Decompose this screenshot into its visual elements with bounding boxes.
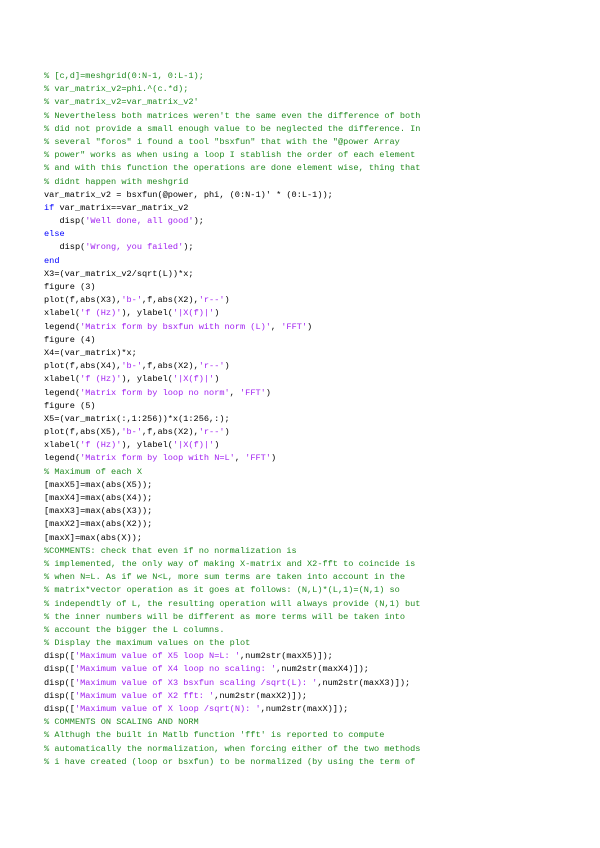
- code-token: X4=(var_matrix)*x;: [44, 347, 137, 358]
- code-token: ), ylabel(: [121, 374, 173, 385]
- comment-token: % var_matrix_v2=phi.^(c.*d);: [44, 84, 189, 95]
- code-line: [44, 466, 584, 479]
- code-token: xlabel(: [44, 374, 81, 385]
- comment-token: % i have created (loop or bsxfun) to be normalized (by using the term of: [44, 756, 416, 767]
- keyword-token: if: [44, 202, 55, 213]
- code-token: [maxX5]=max(abs(X5));: [44, 479, 153, 490]
- code-line: [44, 307, 584, 320]
- code-token: [maxX2]=max(abs(X2));: [44, 519, 153, 530]
- code-token: var_matrix==var_matrix_v2: [54, 202, 189, 213]
- code-line: [44, 598, 584, 611]
- comment-token: % and with this function the operations are done element wise, thing that: [44, 163, 421, 174]
- code-line: [44, 123, 584, 136]
- code-line: [44, 176, 584, 189]
- code-line: [44, 650, 584, 663]
- code-line: [44, 492, 584, 505]
- code-token: ,f,abs(X2),: [142, 295, 199, 306]
- string-token: '|X(f)|': [172, 440, 215, 451]
- string-token: 'b-': [121, 427, 142, 438]
- code-line: [44, 690, 584, 703]
- code-token: disp([: [44, 677, 75, 688]
- code-token: ): [224, 427, 230, 438]
- code-line: [44, 255, 584, 268]
- code-token: [maxX]=max(abs(X));: [44, 532, 142, 543]
- comment-token: % COMMENTS ON SCALING AND NORM: [44, 717, 199, 728]
- code-token: var_matrix_v2 = bsxfun(@power, phi, (0:N-1)' * (0:L-1));: [44, 189, 333, 200]
- code-token: figure (4): [44, 334, 96, 345]
- string-token: 'FFT': [281, 321, 308, 332]
- code-line: [44, 70, 584, 83]
- code-line: [44, 202, 584, 215]
- code-token: disp([: [44, 664, 75, 675]
- comment-token: % independtly of L, the resulting operation will always provide (N,1) but: [44, 598, 421, 609]
- code-line: [44, 611, 584, 624]
- code-token: X5=(var_matrix(:,1:256))*x(1:256,:);: [44, 413, 230, 424]
- string-token: 'Maximum value of X loop /sqrt(N): ': [74, 704, 261, 714]
- string-token: 'Maximum value of X4 loop no scaling: ': [74, 664, 277, 675]
- code-token: ): [270, 453, 277, 464]
- code-line: [44, 215, 584, 228]
- code-token: legend(: [44, 387, 81, 398]
- comment-token: % several "foros" i found a tool "bsxfun" that with the "@power Array: [44, 136, 400, 147]
- code-token: ), ylabel(: [121, 308, 173, 319]
- code-line: [44, 96, 584, 109]
- string-token: 'f (Hz)': [80, 374, 122, 385]
- code-line: [44, 703, 584, 716]
- comment-token: % automatically the normalization, when forcing either of the two methods: [44, 743, 421, 754]
- code-listing: [44, 70, 584, 769]
- string-token: 'Wrong, you failed': [85, 242, 184, 253]
- code-token: plot(f,abs(X3),: [44, 295, 122, 306]
- code-token: );: [183, 242, 194, 253]
- code-line: [44, 321, 584, 334]
- code-line: [44, 347, 584, 360]
- code-line: [44, 479, 584, 492]
- code-line: [44, 360, 584, 373]
- keyword-token: end: [44, 255, 60, 266]
- code-line: [44, 373, 584, 386]
- comment-token: % Althugh the built in Matlb function 'fft' is reported to compute: [44, 730, 385, 741]
- code-token: ): [224, 361, 230, 372]
- code-token: [maxX4]=max(abs(X4));: [44, 493, 153, 503]
- code-line: [44, 743, 584, 756]
- comment-token: % didnt happen with meshgrid: [44, 176, 189, 187]
- string-token: '|X(f)|': [172, 374, 215, 385]
- code-line: [44, 136, 584, 149]
- code-line: [44, 518, 584, 531]
- code-line: [44, 545, 584, 558]
- string-token: '|X(f)|': [172, 308, 215, 319]
- comment-token: % var_matrix_v2=var_matrix_v2': [44, 97, 199, 108]
- code-line: [44, 677, 584, 690]
- comment-token: % the inner numbers will be different as more terms will be taken into: [44, 611, 405, 622]
- code-line: [44, 413, 584, 426]
- code-line: [44, 756, 584, 769]
- code-token: ,num2str(maxX4)]);: [276, 664, 369, 675]
- code-token: disp(: [44, 242, 86, 253]
- code-token: ,: [229, 387, 240, 398]
- code-token: disp([: [44, 704, 75, 714]
- code-token: ), ylabel(: [121, 440, 173, 451]
- code-line: [44, 268, 584, 281]
- comment-token: % implemented, the only way of making X-matrix and X2-fft to coincide is: [44, 558, 416, 569]
- string-token: 'Maximum value of X3 bsxfun scaling /sqrt(L): ': [74, 677, 318, 688]
- code-token: xlabel(: [44, 308, 81, 319]
- string-token: 'Matrix form by loop with N=L': [80, 453, 235, 464]
- code-line: [44, 426, 584, 439]
- code-line: [44, 83, 584, 96]
- code-line: [44, 729, 584, 742]
- code-line: [44, 505, 584, 518]
- code-token: disp([: [44, 690, 75, 701]
- code-token: xlabel(: [44, 440, 81, 451]
- code-line: [44, 241, 584, 254]
- code-token: ): [224, 295, 230, 306]
- string-token: 'f (Hz)': [80, 308, 122, 319]
- code-line: [44, 162, 584, 175]
- comment-token: % power" works as when using a loop I stablish the order of each element: [44, 150, 416, 161]
- comment-token: % Maximum of each X: [44, 466, 142, 477]
- code-line: [44, 532, 584, 545]
- code-token: ,f,abs(X2),: [142, 427, 199, 438]
- code-token: disp([: [44, 651, 75, 662]
- code-token: ,f,abs(X2),: [142, 361, 199, 372]
- string-token: 'r--': [198, 361, 225, 372]
- code-line: [44, 228, 584, 241]
- keyword-token: else: [44, 229, 65, 240]
- code-token: ,: [270, 321, 282, 332]
- string-token: 'FFT': [245, 453, 271, 464]
- code-line: [44, 637, 584, 650]
- code-line: [44, 149, 584, 162]
- string-token: 'FFT': [240, 387, 266, 398]
- comment-token: % [c,d]=meshgrid(0:N-1, 0:L-1);: [44, 71, 204, 81]
- code-token: plot(f,abs(X4),: [44, 361, 122, 372]
- code-token: ): [307, 321, 313, 332]
- code-line: [44, 716, 584, 729]
- code-line: [44, 452, 584, 465]
- code-line: [44, 571, 584, 584]
- comment-token: % matrix*vector operation as it goes at follows: (N,L)*(L,1)=(N,1) so: [44, 585, 400, 596]
- code-token: ): [214, 374, 220, 385]
- comment-token: %COMMENTS: check that even if no normalization is: [44, 545, 297, 556]
- code-line: [44, 584, 584, 597]
- code-line: [44, 294, 584, 307]
- code-token: plot(f,abs(X5),: [44, 427, 122, 438]
- code-token: ): [214, 440, 220, 451]
- string-token: 'f (Hz)': [80, 440, 122, 451]
- comment-token: % when N=L. As if we N<L, more sum terms are taken into account in the: [44, 572, 405, 583]
- code-token: ,num2str(maxX3)]);: [317, 677, 411, 688]
- string-token: 'b-': [121, 361, 142, 372]
- code-token: );: [193, 216, 204, 227]
- code-line: [44, 334, 584, 347]
- string-token: 'r--': [198, 295, 225, 306]
- code-token: ,num2str(maxX5)]);: [239, 651, 333, 662]
- code-token: ): [214, 308, 220, 319]
- code-line: [44, 110, 584, 123]
- code-token: figure (3): [44, 282, 96, 292]
- code-line: [44, 439, 584, 452]
- code-token: X3=(var_matrix_v2/sqrt(L))*x;: [44, 268, 194, 279]
- code-line: [44, 189, 584, 202]
- code-token: legend(: [44, 321, 81, 332]
- string-token: 'Maximum value of X5 loop N=L: ': [74, 651, 240, 662]
- string-token: 'Well done, all good': [85, 216, 194, 227]
- string-token: 'Maximum value of X2 fft: ': [74, 690, 215, 701]
- code-token: legend(: [44, 453, 81, 464]
- code-line: [44, 624, 584, 637]
- code-token: ,num2str(maxX)]);: [260, 704, 349, 714]
- comment-token: % did not provide a small enough value to be neglected the difference. In: [44, 123, 421, 134]
- string-token: 'r--': [198, 427, 225, 438]
- code-token: [maxX3]=max(abs(X3));: [44, 506, 153, 517]
- code-line: [44, 663, 584, 676]
- string-token: 'Matrix form by bsxfun with norm (L)': [80, 321, 271, 332]
- code-token: ,: [234, 453, 246, 464]
- comment-token: % Nevertheless both matrices weren't the same even the difference of both: [44, 110, 421, 121]
- code-line: [44, 558, 584, 571]
- code-token: ): [265, 387, 271, 398]
- string-token: 'Matrix form by loop no norm': [80, 387, 230, 398]
- comment-token: % account the bigger the L columns.: [44, 624, 225, 635]
- code-line: [44, 400, 584, 413]
- string-token: 'b-': [121, 295, 142, 306]
- code-line: [44, 387, 584, 400]
- code-token: figure (5): [44, 400, 96, 411]
- comment-token: % Display the maximum values on the plot: [44, 638, 251, 649]
- code-line: [44, 281, 584, 294]
- code-token: ,num2str(maxX2)]);: [214, 690, 308, 701]
- code-token: disp(: [44, 216, 86, 227]
